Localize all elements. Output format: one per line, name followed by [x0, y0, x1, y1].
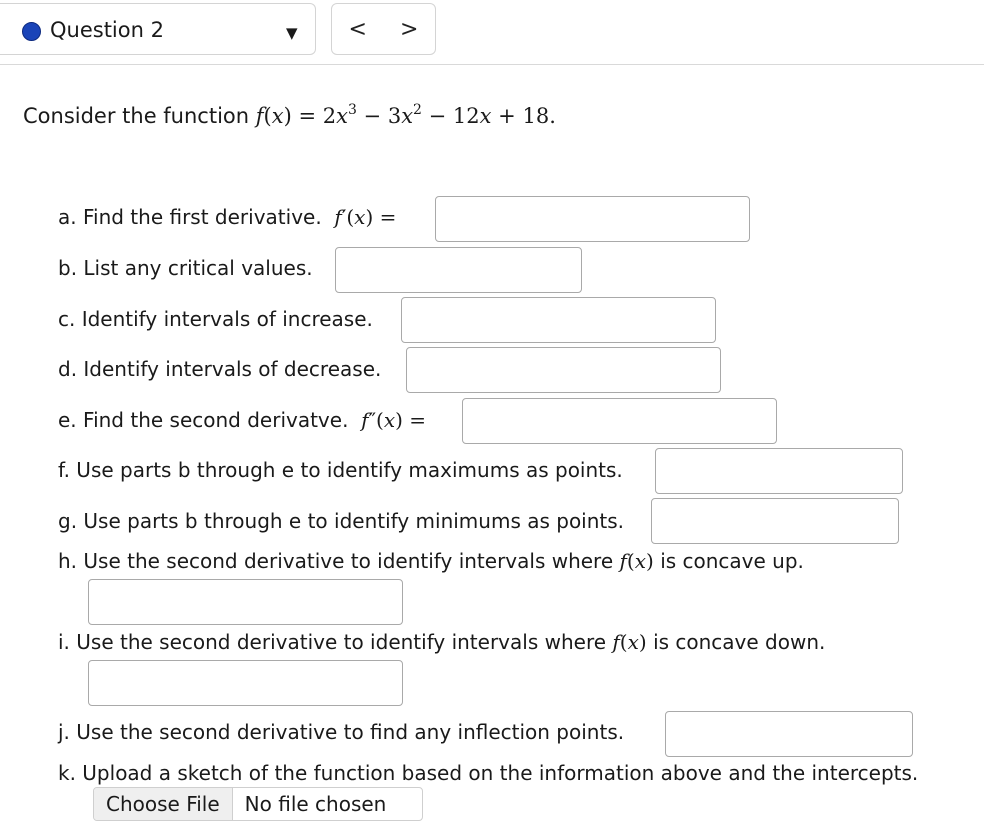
dropdown-caret-icon: ▼ — [286, 24, 298, 42]
part-e-prompt: e. Find the second derivatve. f″(x) = — [58, 408, 427, 432]
decrease-intervals-input[interactable] — [406, 347, 721, 393]
part-c-prompt: c. Identify intervals of increase. — [58, 307, 373, 331]
part-d-prompt: d. Identify intervals of decrease. — [58, 357, 382, 381]
file-upload[interactable] — [93, 787, 423, 821]
question-label: Question 2 — [50, 18, 164, 42]
concave-up-input[interactable] — [88, 579, 403, 625]
previous-question-button[interactable]: < — [348, 16, 367, 42]
function-notation: f(x) — [619, 549, 654, 573]
part-i-prompt: i. Use the second derivative to identify intervals where f(x) is concave down. — [58, 630, 826, 654]
question-select[interactable] — [0, 3, 316, 55]
minimums-input[interactable] — [651, 498, 899, 544]
critical-values-input[interactable] — [335, 247, 582, 293]
concave-down-input[interactable] — [88, 660, 403, 706]
next-question-button[interactable]: > — [400, 16, 419, 42]
part-f-prompt: f. Use parts b through e to identify maximums as points. — [58, 458, 623, 482]
question-nav-bar — [0, 0, 984, 65]
second-derivative-input[interactable] — [462, 398, 777, 444]
increase-intervals-input[interactable] — [401, 297, 716, 343]
choose-file-button[interactable]: Choose File — [94, 788, 233, 820]
first-derivative-input[interactable] — [435, 196, 750, 242]
second-derivative-notation: f″(x) = — [361, 408, 427, 432]
inflection-points-input[interactable] — [665, 711, 913, 757]
maximums-input[interactable] — [655, 448, 903, 494]
intro-text: Consider the function — [23, 104, 250, 128]
part-g-prompt: g. Use parts b through e to identify minimums as points. — [58, 509, 625, 533]
file-status-text: No file chosen — [244, 792, 387, 816]
problem-statement — [23, 104, 556, 128]
part-k-prompt: k. Upload a sketch of the function based on the information above and the intercepts. — [58, 761, 919, 785]
question-pager — [331, 3, 436, 55]
question-status-dot — [22, 22, 41, 41]
part-j-prompt: j. Use the second derivative to find any inflection points. — [58, 720, 625, 744]
part-h-prompt: h. Use the second derivative to identify intervals where f(x) is concave up. — [58, 549, 804, 573]
part-b-prompt: b. List any critical values. — [58, 256, 313, 280]
function-expression: $f(x) = 2x^3 - 3x^2 - 12x + 18$. — [255, 102, 556, 128]
part-a-prompt: a. Find the first derivative. f′(x) = — [58, 205, 397, 229]
first-derivative-notation: f′(x) = — [334, 205, 397, 229]
function-notation: f(x) — [612, 630, 647, 654]
